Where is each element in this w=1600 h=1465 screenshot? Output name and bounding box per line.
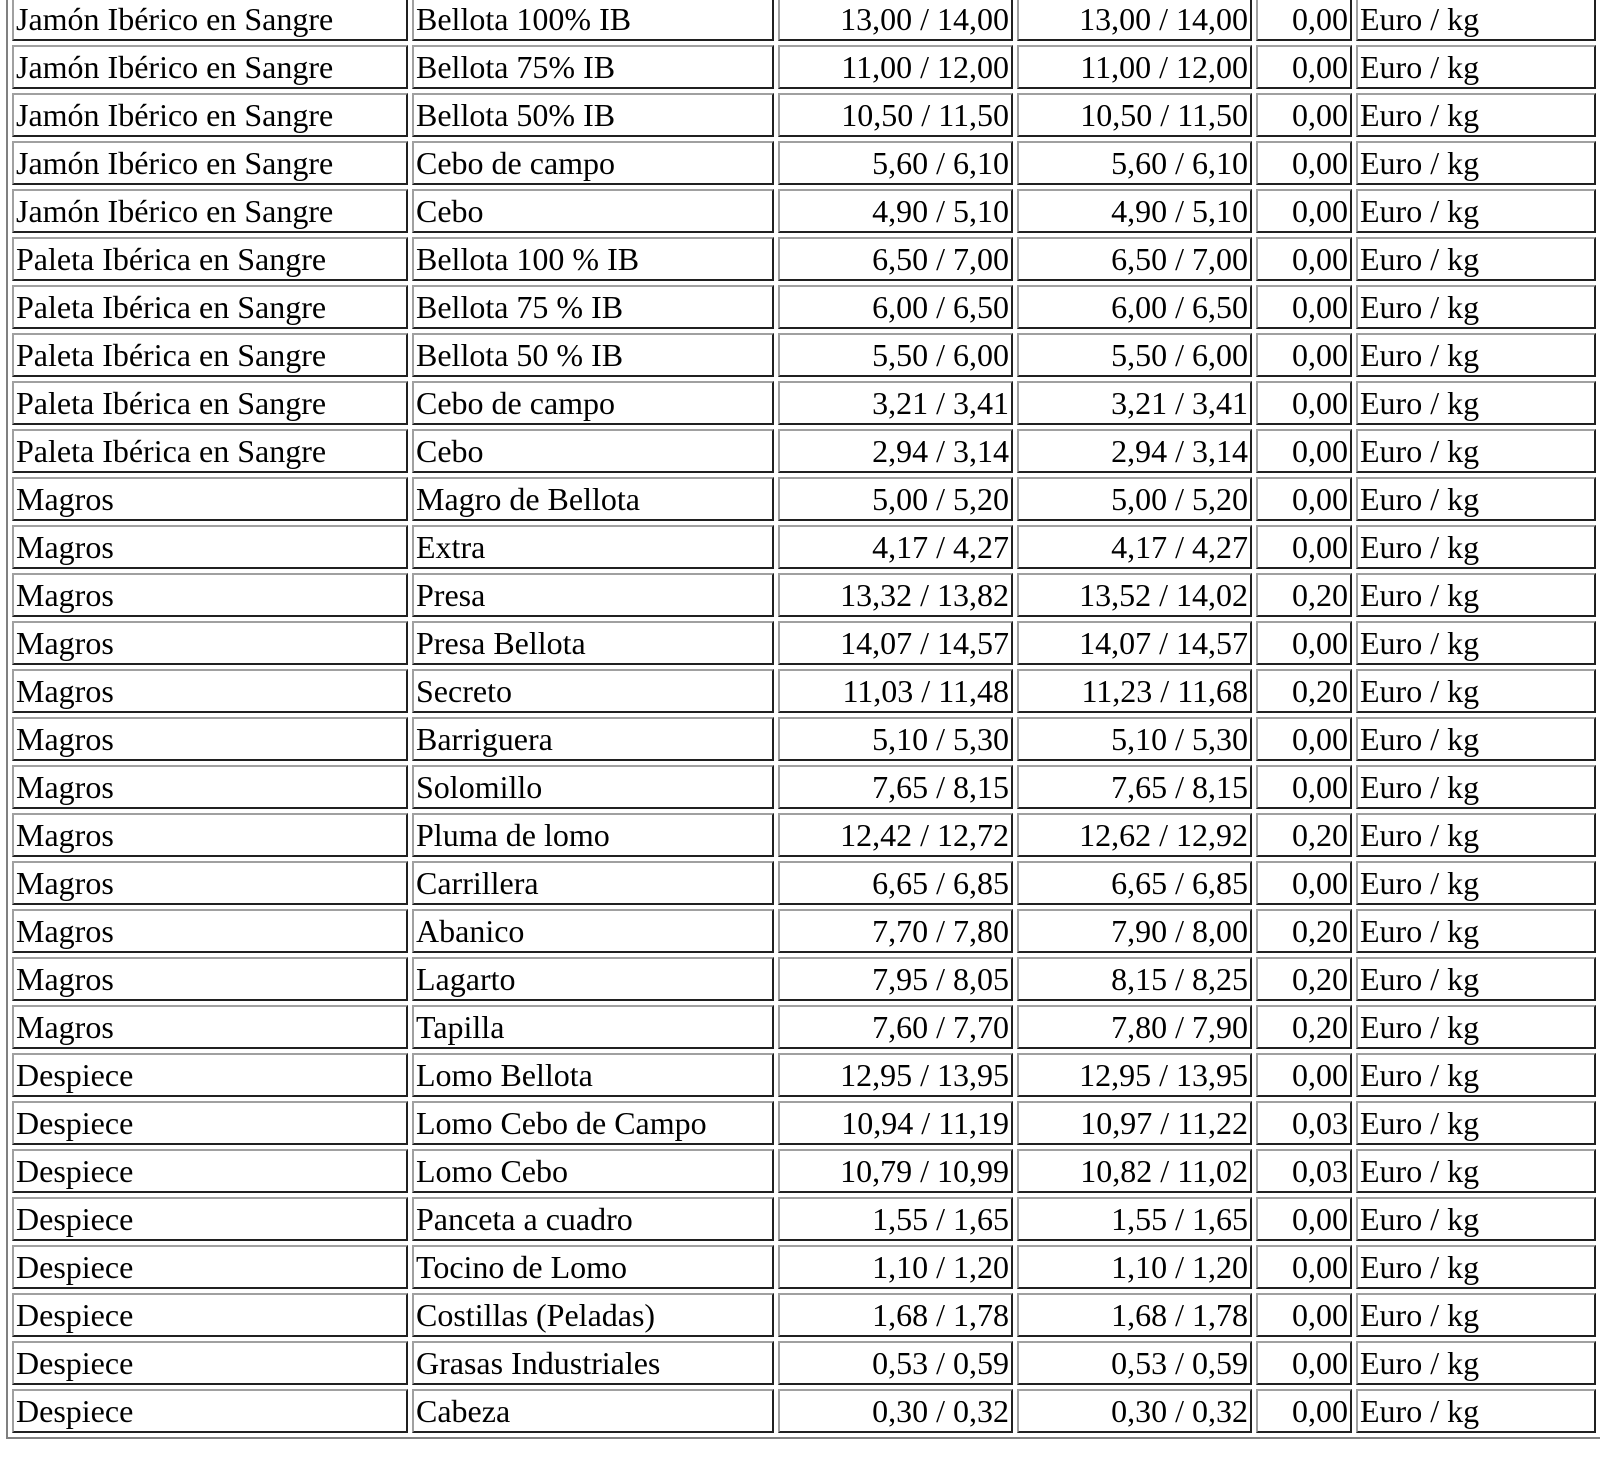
category-cell: Paleta Ibérica en Sangre [12,285,408,329]
category-cell: Paleta Ibérica en Sangre [12,429,408,473]
current-price-cell: 12,62 / 12,92 [1017,813,1252,857]
table-row [12,957,1596,1001]
unit-cell: Euro / kg [1356,1005,1596,1049]
category-cell: Despiece [12,1149,408,1193]
table-row [12,765,1596,809]
unit-cell: Euro / kg [1356,237,1596,281]
table-row [12,429,1596,473]
previous-price-cell: 14,07 / 14,57 [778,621,1013,665]
unit-cell: Euro / kg [1356,429,1596,473]
previous-price-cell: 13,32 / 13,82 [778,573,1013,617]
current-price-cell: 6,65 / 6,85 [1017,861,1252,905]
current-price-cell: 10,82 / 11,02 [1017,1149,1252,1193]
unit-cell: Euro / kg [1356,93,1596,137]
category-cell: Magros [12,477,408,521]
unit-cell: Euro / kg [1356,1245,1596,1289]
category-cell: Jamón Ibérico en Sangre [12,93,408,137]
unit-cell: Euro / kg [1356,0,1596,41]
previous-price-cell: 5,50 / 6,00 [778,333,1013,377]
product-cell: Cebo de campo [412,381,774,425]
unit-cell: Euro / kg [1356,717,1596,761]
product-cell: Cebo de campo [412,141,774,185]
unit-cell: Euro / kg [1356,1389,1596,1433]
product-cell: Bellota 100 % IB [412,237,774,281]
variation-cell: 0,00 [1256,1341,1352,1385]
category-cell: Despiece [12,1053,408,1097]
product-cell: Costillas (Peladas) [412,1293,774,1337]
current-price-cell: 1,68 / 1,78 [1017,1293,1252,1337]
category-cell: Despiece [12,1389,408,1433]
product-cell: Grasas Industriales [412,1341,774,1385]
current-price-cell: 6,00 / 6,50 [1017,285,1252,329]
previous-price-cell: 7,95 / 8,05 [778,957,1013,1001]
variation-cell: 0,00 [1256,525,1352,569]
unit-cell: Euro / kg [1356,909,1596,953]
category-cell: Magros [12,669,408,713]
previous-price-cell: 1,10 / 1,20 [778,1245,1013,1289]
previous-price-cell: 11,03 / 11,48 [778,669,1013,713]
variation-cell: 0,00 [1256,93,1352,137]
unit-cell: Euro / kg [1356,957,1596,1001]
product-cell: Bellota 50% IB [412,93,774,137]
previous-price-cell: 5,60 / 6,10 [778,141,1013,185]
table-row [12,1293,1596,1337]
category-cell: Magros [12,909,408,953]
product-cell: Cebo [412,429,774,473]
table-row [12,1053,1596,1097]
table-row [12,0,1596,41]
previous-price-cell: 10,94 / 11,19 [778,1101,1013,1145]
unit-cell: Euro / kg [1356,477,1596,521]
product-cell: Lomo Bellota [412,1053,774,1097]
unit-cell: Euro / kg [1356,1341,1596,1385]
current-price-cell: 2,94 / 3,14 [1017,429,1252,473]
variation-cell: 0,00 [1256,141,1352,185]
category-cell: Despiece [12,1341,408,1385]
current-price-cell: 3,21 / 3,41 [1017,381,1252,425]
unit-cell: Euro / kg [1356,333,1596,377]
product-cell: Bellota 50 % IB [412,333,774,377]
current-price-cell: 12,95 / 13,95 [1017,1053,1252,1097]
current-price-cell: 0,30 / 0,32 [1017,1389,1252,1433]
previous-price-cell: 5,00 / 5,20 [778,477,1013,521]
variation-cell: 0,03 [1256,1149,1352,1193]
table-row [12,333,1596,377]
category-cell: Magros [12,525,408,569]
variation-cell: 0,20 [1256,813,1352,857]
variation-cell: 0,20 [1256,573,1352,617]
category-cell: Jamón Ibérico en Sangre [12,45,408,89]
previous-price-cell: 1,55 / 1,65 [778,1197,1013,1241]
category-cell: Magros [12,1005,408,1049]
variation-cell: 0,00 [1256,285,1352,329]
previous-price-cell: 13,00 / 14,00 [778,0,1013,41]
product-cell: Carrillera [412,861,774,905]
category-cell: Magros [12,621,408,665]
variation-cell: 0,00 [1256,333,1352,377]
product-cell: Presa Bellota [412,621,774,665]
category-cell: Paleta Ibérica en Sangre [12,237,408,281]
unit-cell: Euro / kg [1356,525,1596,569]
table-row [12,1005,1596,1049]
table-row [12,381,1596,425]
variation-cell: 0,00 [1256,1053,1352,1097]
unit-cell: Euro / kg [1356,1293,1596,1337]
unit-cell: Euro / kg [1356,573,1596,617]
unit-cell: Euro / kg [1356,861,1596,905]
current-price-cell: 7,90 / 8,00 [1017,909,1252,953]
product-cell: Cabeza [412,1389,774,1433]
current-price-cell: 4,90 / 5,10 [1017,189,1252,233]
previous-price-cell: 6,65 / 6,85 [778,861,1013,905]
product-cell: Lomo Cebo de Campo [412,1101,774,1145]
unit-cell: Euro / kg [1356,765,1596,809]
current-price-cell: 5,60 / 6,10 [1017,141,1252,185]
variation-cell: 0,00 [1256,621,1352,665]
variation-cell: 0,00 [1256,189,1352,233]
table-row [12,1101,1596,1145]
previous-price-cell: 5,10 / 5,30 [778,717,1013,761]
previous-price-cell: 7,70 / 7,80 [778,909,1013,953]
variation-cell: 0,00 [1256,477,1352,521]
unit-cell: Euro / kg [1356,45,1596,89]
table-row [12,237,1596,281]
variation-cell: 0,00 [1256,237,1352,281]
table-row [12,861,1596,905]
variation-cell: 0,00 [1256,1197,1352,1241]
previous-price-cell: 0,30 / 0,32 [778,1389,1013,1433]
variation-cell: 0,00 [1256,381,1352,425]
variation-cell: 0,20 [1256,1005,1352,1049]
previous-price-cell: 6,50 / 7,00 [778,237,1013,281]
variation-cell: 0,00 [1256,1389,1352,1433]
product-cell: Tapilla [412,1005,774,1049]
unit-cell: Euro / kg [1356,141,1596,185]
current-price-cell: 10,97 / 11,22 [1017,1101,1252,1145]
unit-cell: Euro / kg [1356,1149,1596,1193]
variation-cell: 0,20 [1256,669,1352,713]
current-price-cell: 11,23 / 11,68 [1017,669,1252,713]
table-row [12,525,1596,569]
category-cell: Jamón Ibérico en Sangre [12,189,408,233]
product-cell: Extra [412,525,774,569]
table-row [12,1149,1596,1193]
previous-price-cell: 1,68 / 1,78 [778,1293,1013,1337]
table-row [12,141,1596,185]
product-cell: Panceta a cuadro [412,1197,774,1241]
product-cell: Bellota 75 % IB [412,285,774,329]
table-row [12,1245,1596,1289]
variation-cell: 0,00 [1256,717,1352,761]
current-price-cell: 1,10 / 1,20 [1017,1245,1252,1289]
product-cell: Presa [412,573,774,617]
price-table [6,0,1600,1439]
unit-cell: Euro / kg [1356,813,1596,857]
category-cell: Jamón Ibérico en Sangre [12,0,408,41]
current-price-cell: 11,00 / 12,00 [1017,45,1252,89]
current-price-cell: 13,52 / 14,02 [1017,573,1252,617]
table-row [12,621,1596,665]
current-price-cell: 13,00 / 14,00 [1017,0,1252,41]
previous-price-cell: 12,42 / 12,72 [778,813,1013,857]
category-cell: Magros [12,861,408,905]
table-row [12,477,1596,521]
previous-price-cell: 7,60 / 7,70 [778,1005,1013,1049]
unit-cell: Euro / kg [1356,381,1596,425]
table-row [12,717,1596,761]
previous-price-cell: 6,00 / 6,50 [778,285,1013,329]
product-cell: Abanico [412,909,774,953]
product-cell: Bellota 100% IB [412,0,774,41]
variation-cell: 0,00 [1256,0,1352,41]
table-row [12,1341,1596,1385]
previous-price-cell: 2,94 / 3,14 [778,429,1013,473]
variation-cell: 0,00 [1256,1245,1352,1289]
table-row [12,813,1596,857]
current-price-cell: 0,53 / 0,59 [1017,1341,1252,1385]
current-price-cell: 10,50 / 11,50 [1017,93,1252,137]
variation-cell: 0,03 [1256,1101,1352,1145]
category-cell: Despiece [12,1245,408,1289]
previous-price-cell: 12,95 / 13,95 [778,1053,1013,1097]
variation-cell: 0,00 [1256,861,1352,905]
product-cell: Bellota 75% IB [412,45,774,89]
current-price-cell: 5,00 / 5,20 [1017,477,1252,521]
unit-cell: Euro / kg [1356,621,1596,665]
current-price-cell: 1,55 / 1,65 [1017,1197,1252,1241]
product-cell: Barriguera [412,717,774,761]
unit-cell: Euro / kg [1356,189,1596,233]
current-price-cell: 7,80 / 7,90 [1017,1005,1252,1049]
current-price-cell: 6,50 / 7,00 [1017,237,1252,281]
current-price-cell: 4,17 / 4,27 [1017,525,1252,569]
variation-cell: 0,20 [1256,957,1352,1001]
category-cell: Magros [12,717,408,761]
variation-cell: 0,00 [1256,429,1352,473]
product-cell: Secreto [412,669,774,713]
category-cell: Magros [12,573,408,617]
previous-price-cell: 3,21 / 3,41 [778,381,1013,425]
table-row [12,573,1596,617]
unit-cell: Euro / kg [1356,285,1596,329]
variation-cell: 0,00 [1256,45,1352,89]
category-cell: Magros [12,957,408,1001]
previous-price-cell: 10,50 / 11,50 [778,93,1013,137]
unit-cell: Euro / kg [1356,1197,1596,1241]
table-row [12,93,1596,137]
product-cell: Lagarto [412,957,774,1001]
product-cell: Magro de Bellota [412,477,774,521]
previous-price-cell: 11,00 / 12,00 [778,45,1013,89]
category-cell: Paleta Ibérica en Sangre [12,381,408,425]
category-cell: Magros [12,813,408,857]
variation-cell: 0,00 [1256,765,1352,809]
previous-price-cell: 4,17 / 4,27 [778,525,1013,569]
table-row [12,189,1596,233]
product-cell: Cebo [412,189,774,233]
category-cell: Despiece [12,1197,408,1241]
previous-price-cell: 10,79 / 10,99 [778,1149,1013,1193]
category-cell: Magros [12,765,408,809]
previous-price-cell: 7,65 / 8,15 [778,765,1013,809]
variation-cell: 0,00 [1256,1293,1352,1337]
previous-price-cell: 4,90 / 5,10 [778,189,1013,233]
current-price-cell: 5,50 / 6,00 [1017,333,1252,377]
current-price-cell: 14,07 / 14,57 [1017,621,1252,665]
price-table-body [12,0,1596,1433]
table-row [12,1197,1596,1241]
product-cell: Lomo Cebo [412,1149,774,1193]
product-cell: Pluma de lomo [412,813,774,857]
table-row [12,669,1596,713]
category-cell: Jamón Ibérico en Sangre [12,141,408,185]
category-cell: Paleta Ibérica en Sangre [12,333,408,377]
table-row [12,1389,1596,1433]
variation-cell: 0,20 [1256,909,1352,953]
unit-cell: Euro / kg [1356,1053,1596,1097]
current-price-cell: 7,65 / 8,15 [1017,765,1252,809]
current-price-cell: 8,15 / 8,25 [1017,957,1252,1001]
table-row [12,45,1596,89]
category-cell: Despiece [12,1293,408,1337]
product-cell: Solomillo [412,765,774,809]
unit-cell: Euro / kg [1356,669,1596,713]
previous-price-cell: 0,53 / 0,59 [778,1341,1013,1385]
table-row [12,285,1596,329]
table-row [12,909,1596,953]
product-cell: Tocino de Lomo [412,1245,774,1289]
current-price-cell: 5,10 / 5,30 [1017,717,1252,761]
unit-cell: Euro / kg [1356,1101,1596,1145]
category-cell: Despiece [12,1101,408,1145]
